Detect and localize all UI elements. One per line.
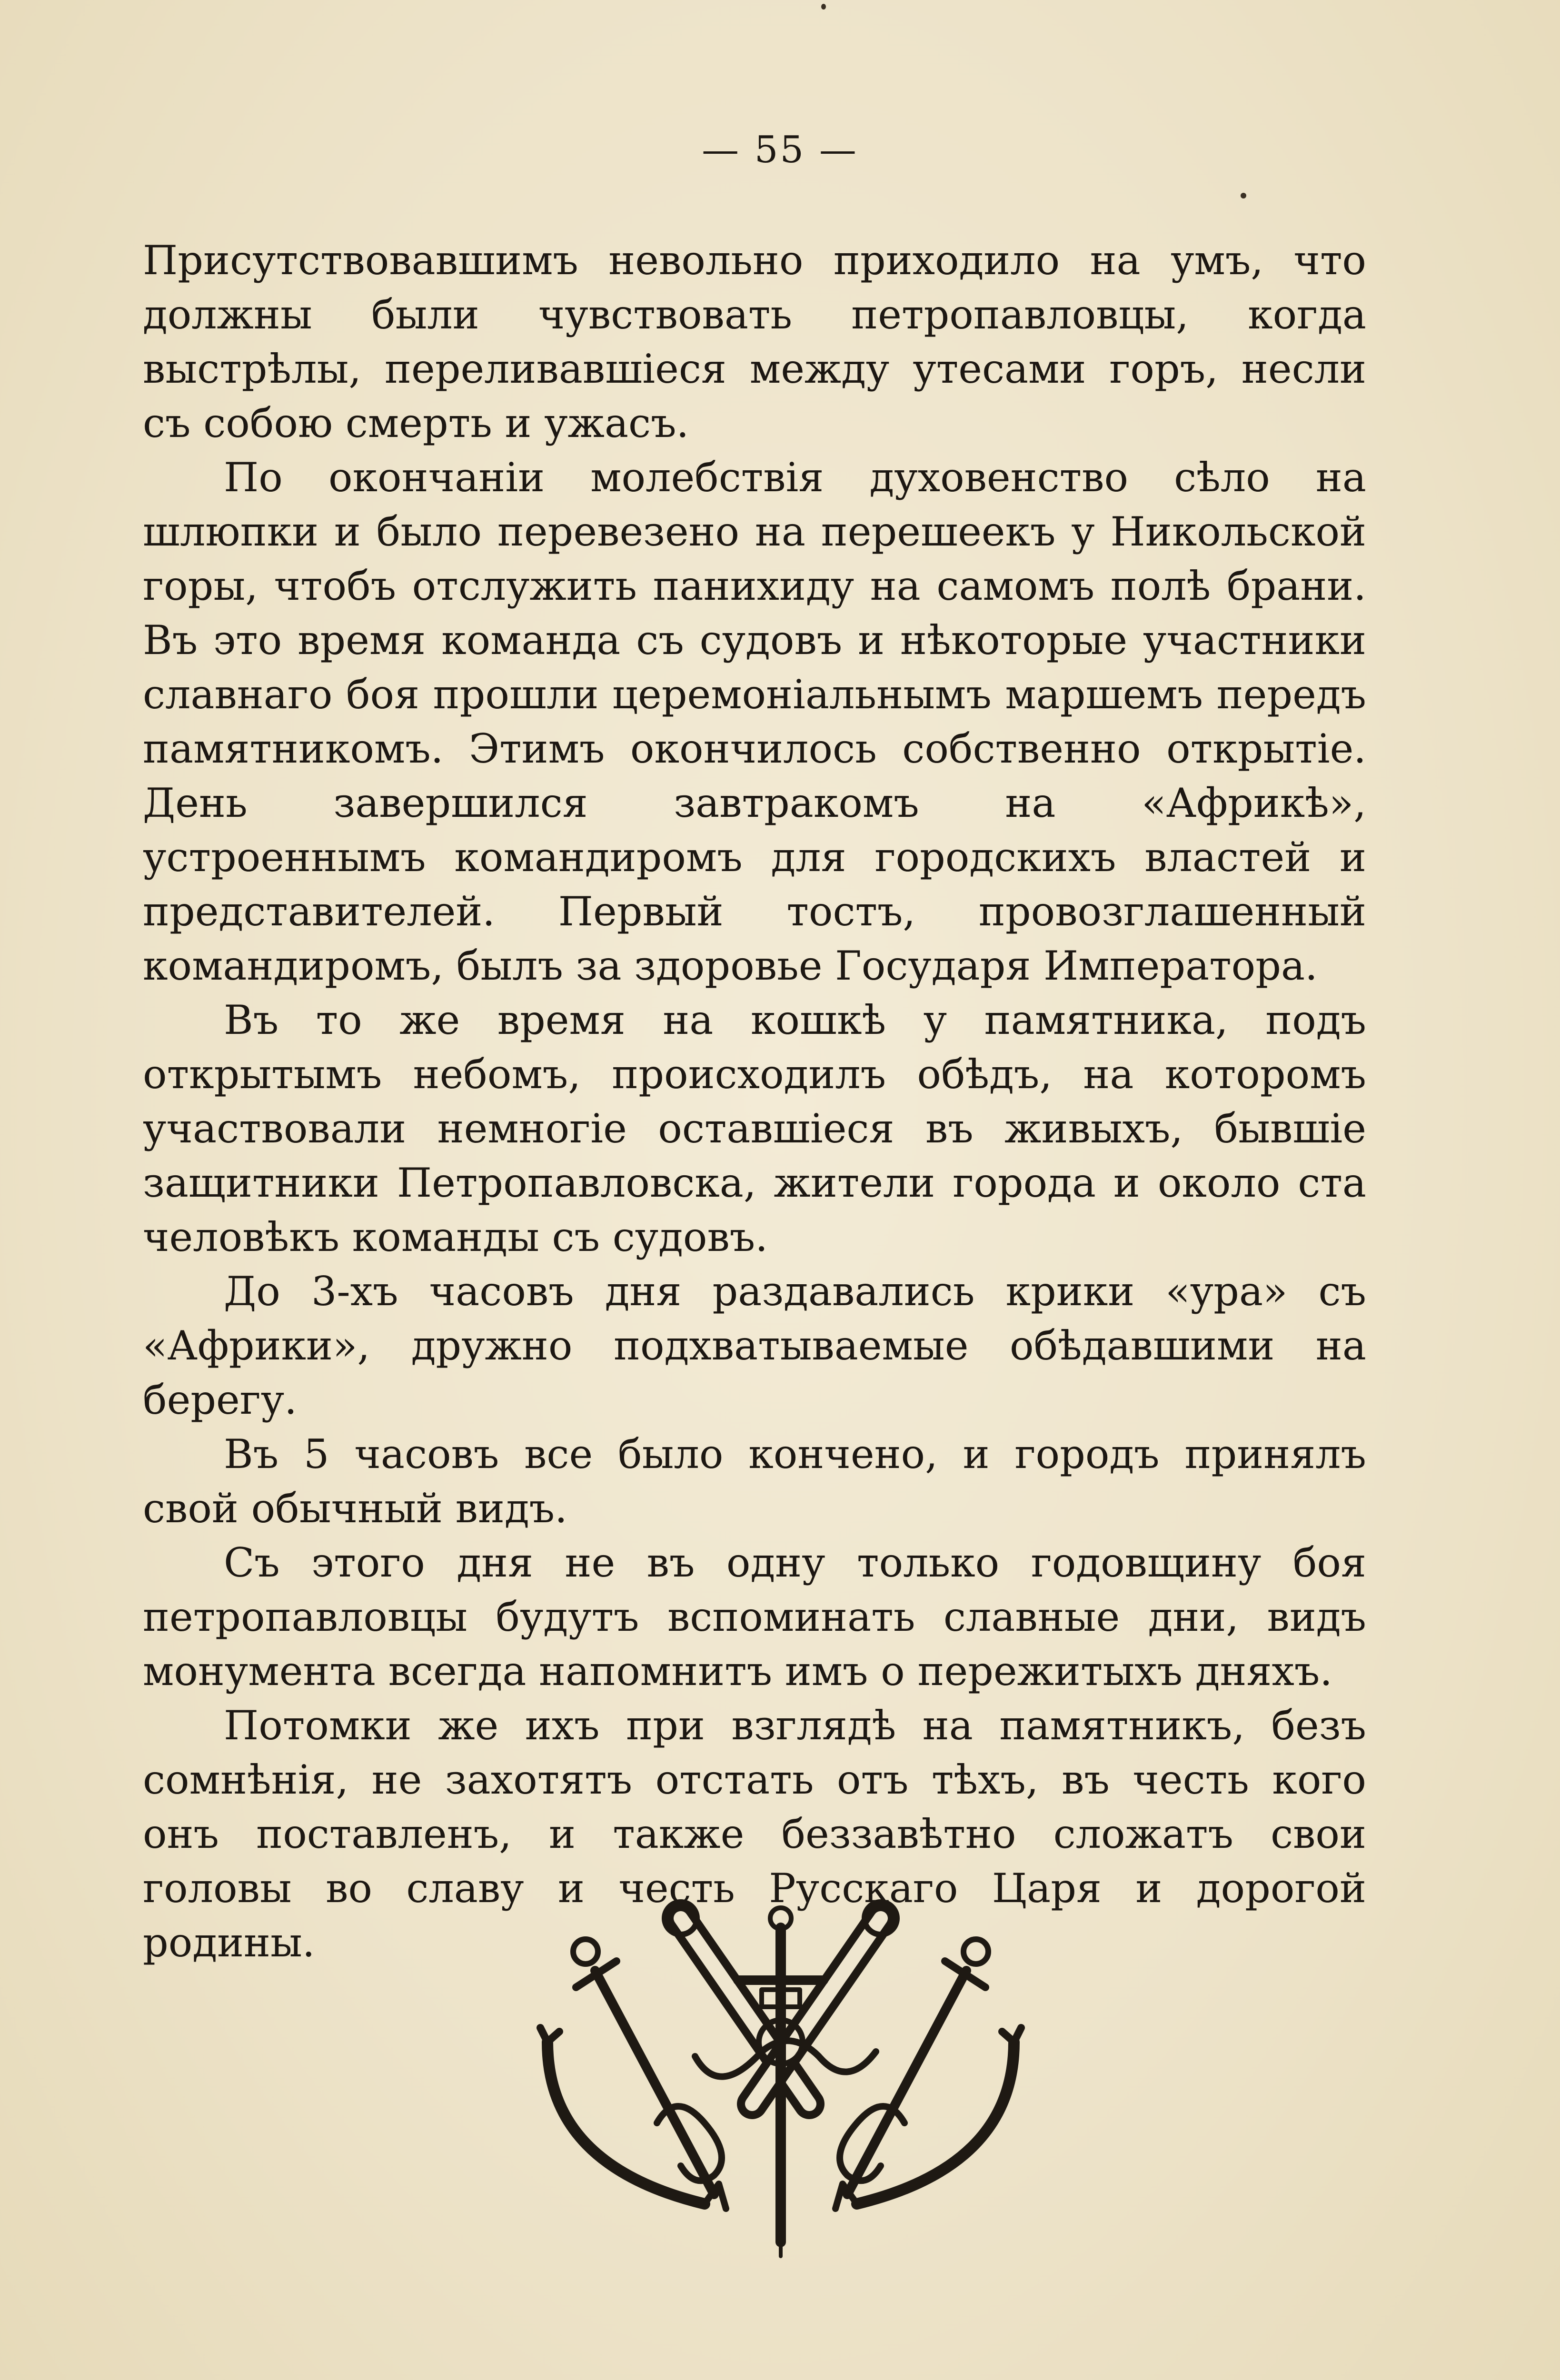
paragraph: До 3-хъ часовъ дня раздавались крики «ура» съ «Африки», дружно подхватываемые обѣдавшими на берегу. — [143, 1268, 1366, 1423]
page-number: — 55 — — [702, 129, 858, 171]
paragraph: Въ 5 часовъ все было кончено, и городъ принялъ свой обычный видъ. — [143, 1431, 1366, 1532]
ink-speck — [1241, 193, 1246, 198]
paragraph: По окончаніи молебствія духовенство сѣло на шлюпки и было перевезено на перешеекъ у Никольской горы, чтобъ отслужить панихиду на самомъ полѣ брани. Въ это время команда съ судовъ и нѣкоторые участники славнаго боя прошли церемоніальнымъ маршемъ передъ памятникомъ. Этимъ окончилось собственно открытіе. День завершился завтракомъ на «Африкѣ», устроеннымъ командиромъ для городскихъ властей и представителей. Первый тостъ, провозглашенный командиромъ, былъ за здоровье Государя Императора. — [143, 454, 1366, 989]
ink-speck — [821, 4, 826, 10]
naval-anchors-sword-cannons-icon — [514, 1899, 1047, 2261]
right-anchor-icon — [835, 1939, 1021, 2209]
paragraph: Присутствовавшимъ невольно приходило на умъ, что должны были чувствовать петропавловцы, когда выстрѣлы, переливавшіеся между утесами горъ, несли съ собою смерть и ужасъ. — [143, 237, 1366, 446]
paragraph: Съ этого дня не въ одну только годовщину боя петропавловцы будутъ вспоминать славные дни, видъ монумента всегда напомнитъ имъ о пережитыхъ дняхъ. — [143, 1539, 1366, 1695]
paragraph: Въ то же время на кошкѣ у памятника, подъ открытымъ небомъ, происходилъ обѣдъ, на которомъ участвовали немногіе оставшіеся въ живыхъ, бывшіе защитники Петропавловска, жители города и около ста человѣкъ команды съ судовъ. — [143, 997, 1366, 1260]
left-anchor-icon — [540, 1939, 726, 2209]
paragraph: Потомки же ихъ при взглядѣ на памятникъ, безъ сомнѣнія, не захотятъ отстать отъ тѣхъ, въ честь кого онъ поставленъ, и также беззавѣтно сложатъ свои головы во славу и честь Русскаго Царя и дорогой родины. — [143, 1702, 1366, 1966]
body-text — [143, 233, 1366, 1970]
